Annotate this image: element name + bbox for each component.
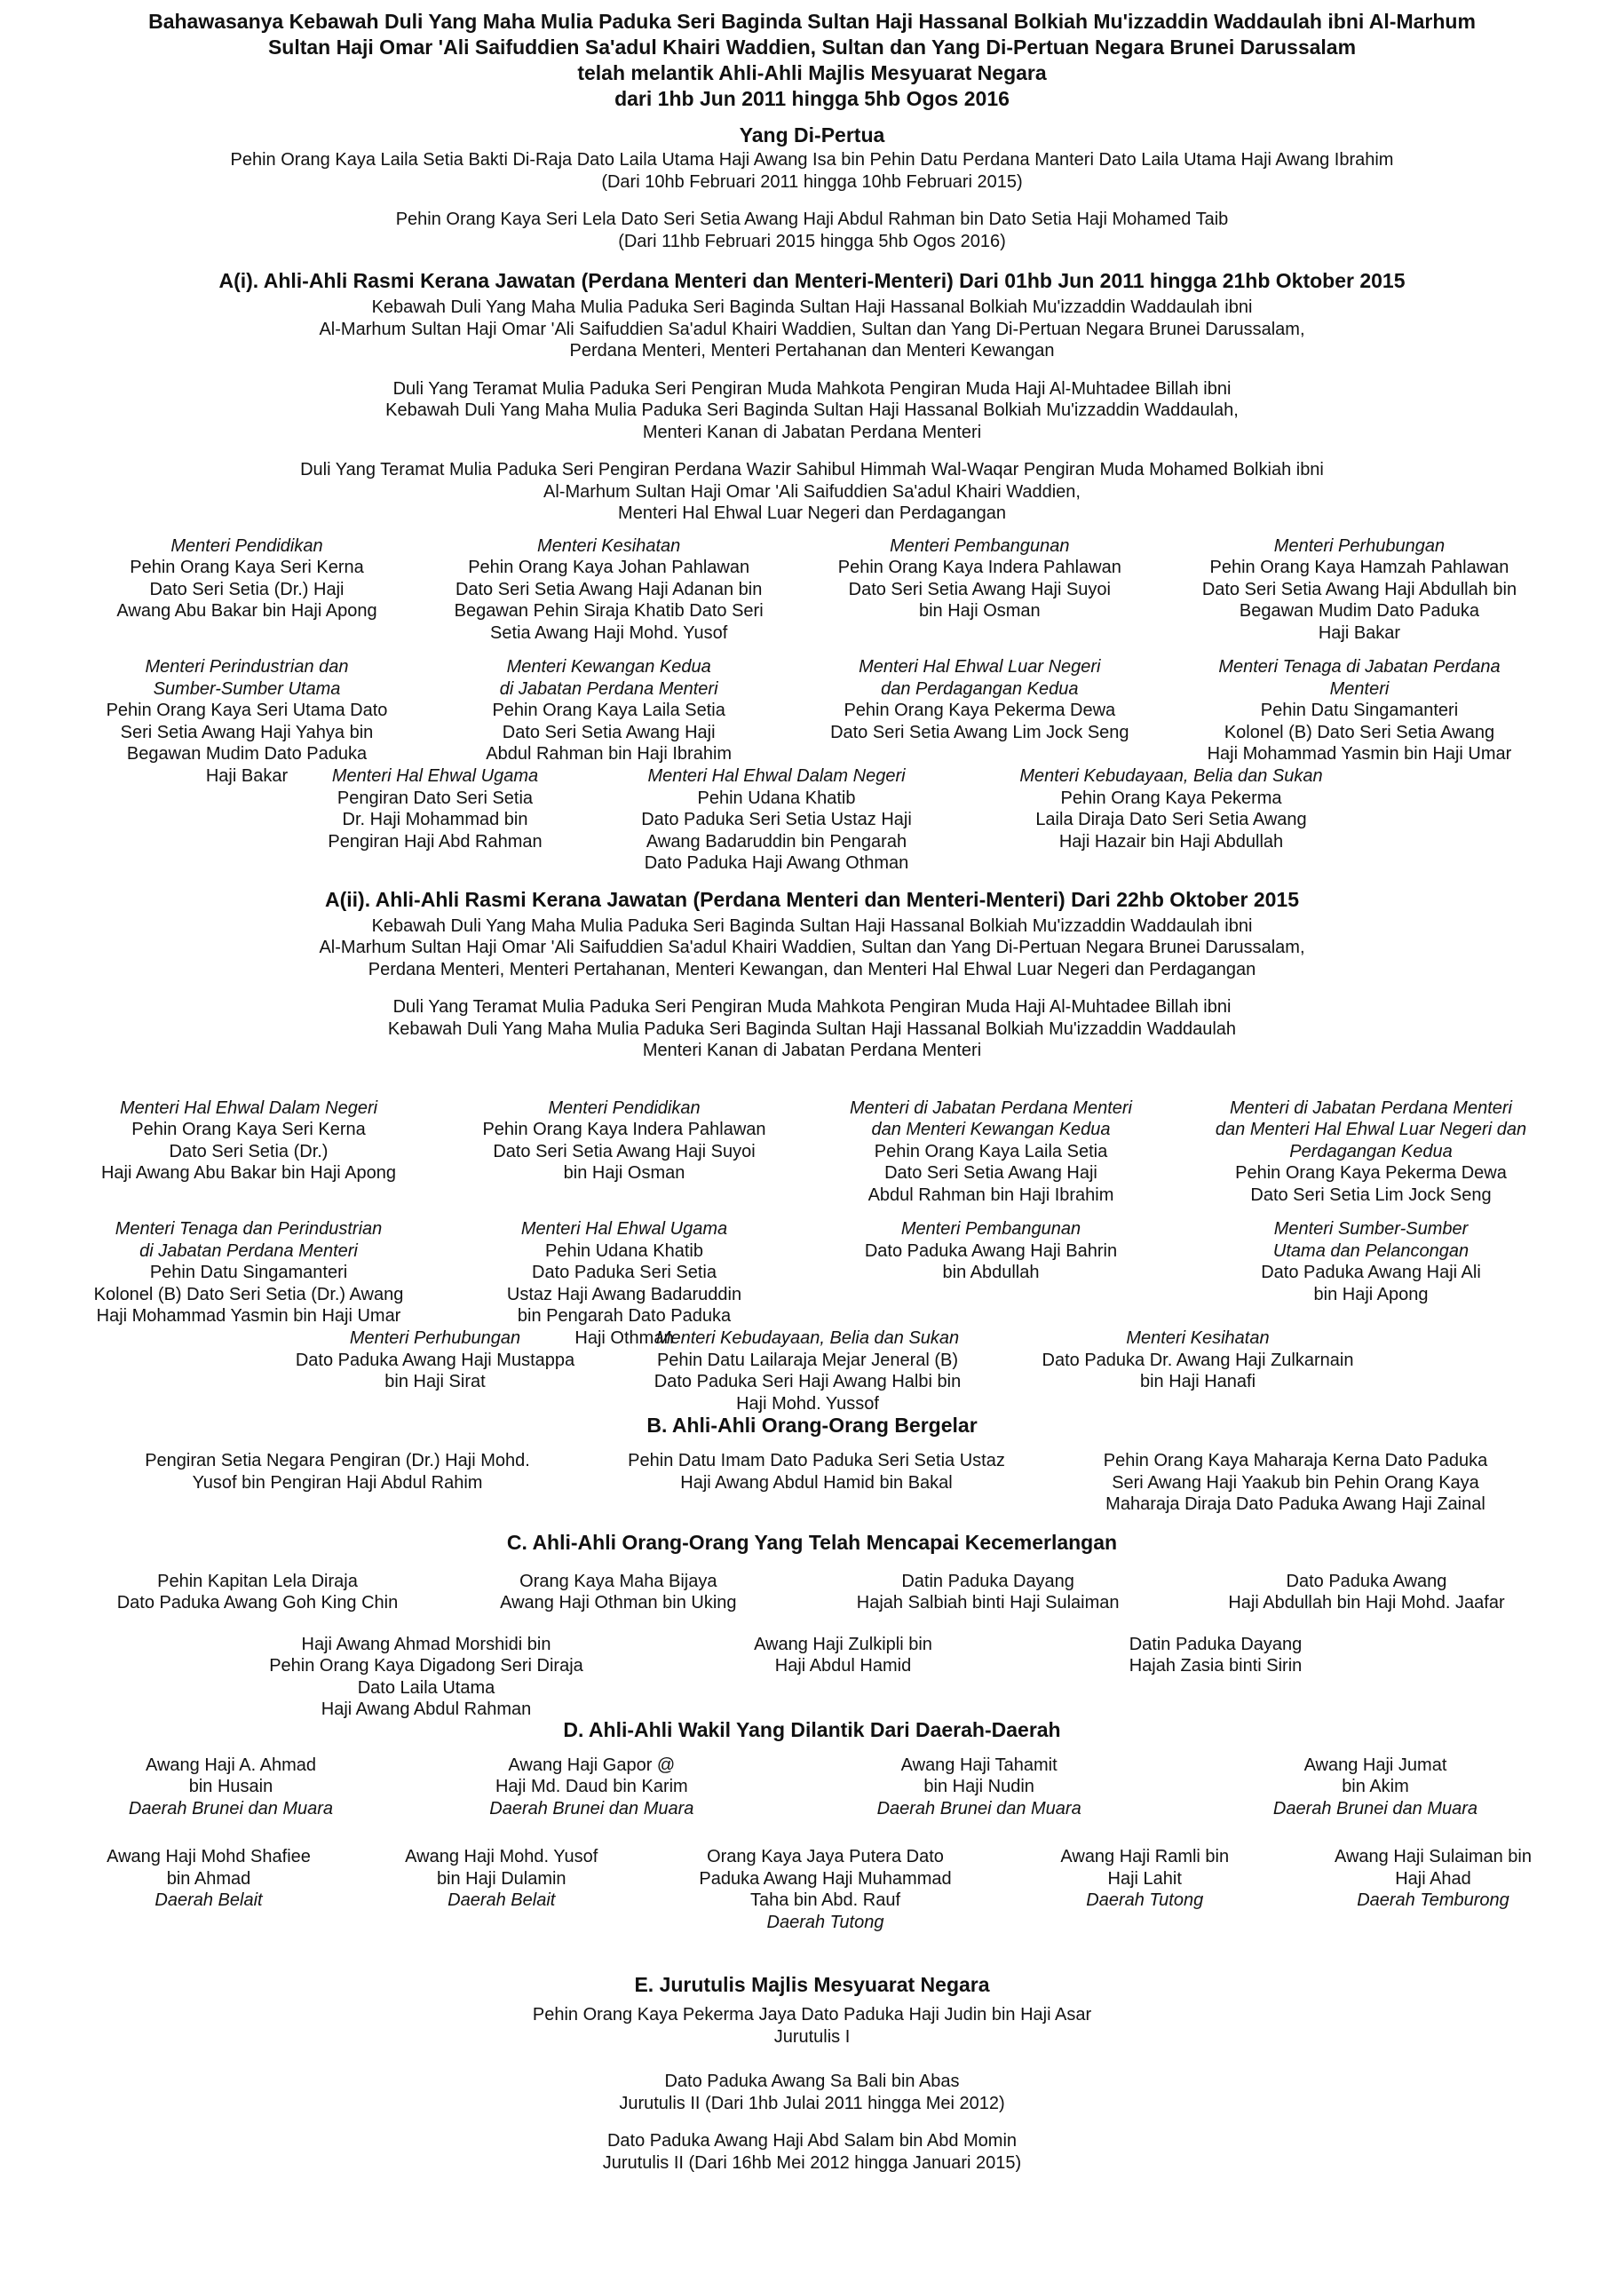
speaker-name: Pehin Orang Kaya Seri Lela Dato Seri Setia Awang Haji Abdul Rahman bin Dato Setia Haji Mohamed Taib — [395, 210, 1229, 229]
member-name: Pehin Orang Kaya Maharaja Kerna Dato Paduka — [1103, 1451, 1488, 1470]
minister-name: Dato Paduka Seri Setia — [532, 1263, 717, 1282]
member-name: Orang Kaya Jaya Putera Dato — [707, 1847, 944, 1866]
minister-name: bin Haji Sirat — [384, 1372, 486, 1391]
minister-role: Perdagangan Kedua — [1289, 1141, 1453, 1161]
member-district: Daerah Brunei dan Muara — [1272, 1798, 1478, 1818]
minister-name: Dato Paduka Awang Haji Mustappa — [295, 1350, 575, 1370]
minister-name: Dato Seri Setia (Dr.) Haji — [149, 579, 345, 599]
minister-name: Haji Bakar — [1318, 622, 1401, 643]
member-district: Daerah Brunei dan Muara — [876, 1798, 1081, 1818]
minister-name: bin Haji Osman — [918, 601, 1041, 621]
minister-role: Menteri Kebudayaan, Belia dan Sukan — [655, 1328, 960, 1348]
minister-name: Abdul Rahman bin Haji Ibrahim — [867, 1185, 1114, 1205]
d-member-row — [0, 1755, 1624, 1820]
document-title — [0, 9, 1624, 112]
minister-name: Dato Seri Setia Awang Haji Abdullah bin — [1201, 579, 1517, 599]
minister-name: Dato Seri Setia (Dr.) — [169, 1141, 329, 1161]
text-line: Kebawah Duli Yang Maha Mulia Paduka Seri Baginda Sultan Haji Hassanal Bolkiah Mu'izzaddin Waddaulah, — [385, 400, 1239, 420]
minister-entry — [1180, 1097, 1562, 1207]
member-entry — [811, 1571, 1166, 1614]
c-member-row — [0, 1634, 1624, 1721]
minister-entry — [985, 765, 1358, 875]
member-entry — [80, 1846, 337, 1933]
member-name: Dato Paduka Awang Goh King Chin — [116, 1593, 399, 1612]
section-c-heading: C. Ahli-Ahli Orang-Orang Yang Telah Mencapai Kecemerlangan — [506, 1530, 1118, 1554]
member-entry — [710, 1634, 977, 1721]
minister-entry — [62, 1097, 435, 1207]
minister-name: Haji Mohammad Yasmin bin Haji Umar — [1207, 744, 1512, 764]
speaker-name: Pehin Orang Kaya Laila Setia Bakti Di-Raja Dato Laila Utama Haji Awang Isa bin Pehin Datu Perdana Manteri Dato Laila Utama Haji Awang Ibrahim — [230, 150, 1394, 170]
minister-role: Menteri Hal Ehwal Ugama — [520, 1219, 728, 1239]
minister-name: Pehin Orang Kaya Hamzah Pahlawan — [1209, 558, 1509, 577]
minister-name: bin Haji Hanafi — [1139, 1372, 1256, 1391]
member-entry — [1082, 1634, 1349, 1721]
member-name: bin Akim — [1342, 1777, 1409, 1796]
member-name: Awang Haji Othman bin Uking — [500, 1593, 737, 1612]
minister-name: Laila Diraja Dato Seri Setia Awang — [1035, 810, 1307, 829]
clerk-name: Pehin Orang Kaya Pekerma Jaya Dato Paduka Haji Judin bin Haji Asar — [532, 2005, 1092, 2024]
minister-role: Menteri Tenaga dan Perindustrian — [115, 1219, 383, 1239]
minister-name: Haji Mohammad Yasmin bin Haji Umar — [96, 1306, 401, 1326]
clerk-title: Jurutulis II (Dari 1hb Julai 2011 hingga Mei 2012) — [619, 2093, 1005, 2113]
member-name: Haji Awang Abdul Rahman — [321, 1700, 532, 1719]
title-line: Bahawasanya Kebawah Duli Yang Maha Mulia Paduka Seri Baginda Sultan Haji Hassanal Bolkiah Mu'izzaddin Waddaulah ibni Al-Marhum — [148, 10, 1476, 33]
minister-role: Menteri Perhubungan — [349, 1328, 521, 1348]
minister-name: Pehin Orang Kaya Laila Setia — [492, 701, 725, 720]
member-name: Yusof bin Pengiran Haji Abdul Rahim — [192, 1472, 483, 1493]
minister-name: Pehin Orang Kaya Seri Kerna — [131, 1120, 366, 1139]
member-name: Awang Haji Ramli bin — [1060, 1847, 1230, 1866]
member-name: Haji Awang Abdul Hamid bin Bakal — [680, 1472, 953, 1493]
member-entry — [666, 1846, 986, 1933]
minister-role: Menteri Kewangan Kedua — [506, 657, 711, 677]
text-line: Perdana Menteri, Menteri Pertahanan dan Menteri Kewangan — [569, 341, 1055, 361]
minister-name: Awang Badaruddin bin Pengarah — [646, 831, 907, 852]
text-line: Kebawah Duli Yang Maha Mulia Paduka Seri Baginda Sultan Haji Hassanal Bolkiah Mu'izzaddin Waddaulah ibni — [371, 915, 1253, 936]
member-entry — [1189, 1571, 1544, 1614]
minister-role: Menteri — [1329, 678, 1390, 699]
clerk-title: Jurutulis I — [773, 2026, 851, 2047]
minister-role: Menteri Kebudayaan, Belia dan Sukan — [1019, 766, 1323, 786]
minister-name: Pehin Orang Kaya Pekerma Dewa — [1235, 1163, 1507, 1183]
minister-role: dan Menteri Hal Ehwal Luar Negeri dan — [1215, 1120, 1527, 1139]
minister-name: bin Haji Apong — [1313, 1284, 1429, 1304]
minister-name: Dato Paduka Seri Haji Awang Halbi bin — [654, 1372, 962, 1391]
minister-role: dan Perdagangan Kedua — [881, 678, 1079, 699]
minister-role: Menteri Perhubungan — [1273, 535, 1446, 556]
text-line: Al-Marhum Sultan Haji Omar 'Ali Saifuddien Sa'adul Khairi Waddien, — [543, 481, 1081, 502]
minister-name: Kolonel (B) Dato Seri Setia Awang — [1224, 722, 1495, 742]
member-district: Daerah Brunei dan Muara — [489, 1798, 694, 1818]
text-line: Kebawah Duli Yang Maha Mulia Paduka Seri Baginda Sultan Haji Hassanal Bolkiah Mu'izzaddin Waddaulah ibni — [371, 297, 1253, 317]
text-line: Kebawah Duli Yang Maha Mulia Paduka Seri Baginda Sultan Haji Hassanal Bolkiah Mu'izzaddin Waddaulah — [387, 1018, 1237, 1039]
minister-role: di Jabatan Perdana Menteri — [499, 678, 718, 699]
member-district: Daerah Temburong — [1357, 1890, 1509, 1910]
minister-name: Haji Bakar — [205, 765, 289, 786]
member-name: Paduka Awang Haji Muhammad — [699, 1868, 952, 1889]
minister-name: Dato Paduka Awang Haji Bahrin — [864, 1240, 1118, 1261]
minister-entry — [813, 1097, 1168, 1207]
minister-name: Dato Paduka Awang Haji Ali — [1261, 1263, 1481, 1282]
member-name: Datin Paduka Dayang — [1129, 1634, 1303, 1654]
text-line: Menteri Hal Ehwal Luar Negeri dan Perdagangan — [618, 503, 1006, 523]
member-entry — [115, 1450, 559, 1516]
member-name: Haji Ahad — [1395, 1868, 1471, 1889]
minister-name: Pehin Orang Kaya Johan Pahlawan — [468, 558, 750, 577]
minister-name: Dato Seri Setia Awang Haji — [884, 1163, 1097, 1183]
minister-name: Awang Abu Bakar bin Haji Apong — [116, 601, 377, 621]
member-name: Awang Haji A. Ahmad — [146, 1755, 316, 1775]
minister-role: Menteri Kesihatan — [537, 535, 681, 556]
member-name: Orang Kaya Maha Bijaya — [519, 1571, 717, 1591]
member-name: Haji Abdullah bin Haji Mohd. Jaafar — [1228, 1593, 1505, 1612]
minister-name: Haji Mohd. Yussof — [736, 1393, 879, 1414]
minister-role: Menteri di Jabatan Perdana Menteri — [850, 1097, 1132, 1118]
minister-name: Dato Seri Setia Awang Haji — [502, 722, 716, 742]
member-name: Pehin Kapitan Lela Diraja — [157, 1571, 358, 1591]
text-line: Perdana Menteri, Menteri Pertahanan, Menteri Kewangan, dan Menteri Hal Ehwal Luar Negeri dan Perdagangan — [368, 959, 1256, 979]
member-name: Haji Lahit — [1107, 1868, 1182, 1889]
minister-role: Menteri Hal Ehwal Dalam Negeri — [647, 766, 906, 786]
minister-entry — [802, 535, 1157, 645]
text-line: Duli Yang Teramat Mulia Paduka Seri Pengiran Muda Mahkota Pengiran Muda Haji Al-Muhtadee Billah ibni — [392, 378, 1232, 399]
minister-role: Menteri Pembangunan — [890, 535, 1070, 556]
member-name: bin Haji Dulamin — [436, 1868, 566, 1889]
member-entry — [1216, 1755, 1535, 1820]
section-d-heading: D. Ahli-Ahli Wakil Yang Dilantik Dari Daerah-Daerah — [563, 1717, 1061, 1741]
minister-name: Pehin Orang Kaya Pekerma Dewa — [844, 701, 1116, 720]
minister-name: Pehin Datu Lailaraja Mejar Jeneral (B) — [656, 1350, 959, 1370]
member-name: Datin Paduka Dayang — [901, 1571, 1074, 1591]
minister-name: bin Pengarah Dato Paduka — [517, 1306, 732, 1326]
member-name: Awang Haji Zulkipli bin — [754, 1634, 932, 1654]
minister-name: Begawan Pehin Siraja Khatib Dato Seri — [454, 601, 764, 621]
minister-name: Kolonel (B) Dato Seri Setia (Dr.) Awang — [93, 1284, 404, 1304]
minister-name: Pehin Orang Kaya Seri Utama Dato — [106, 701, 388, 720]
member-name: Taha bin Abd. Rauf — [749, 1890, 900, 1910]
minister-name: Pehin Orang Kaya Pekerma — [1060, 788, 1282, 808]
member-entry — [1073, 1450, 1517, 1516]
section-a2-heading: A(ii). Ahli-Ahli Rasmi Kerana Jawatan (Perdana Menteri dan Menteri-Menteri) Dari 22hb Oktober 2015 — [324, 887, 1300, 911]
minister-name: Haji Othman — [574, 1327, 674, 1348]
minister-role: Menteri Sumber-Sumber — [1273, 1219, 1469, 1239]
minister-role: Menteri Pembangunan — [900, 1219, 1081, 1239]
minister-name: Dato Seri Setia Lim Jock Seng — [1250, 1185, 1492, 1205]
minister-name: Setia Awang Haji Mohd. Yusof — [490, 622, 728, 643]
minister-name: Haji Awang Abu Bakar bin Haji Apong — [100, 1163, 397, 1183]
member-district: Daerah Belait — [448, 1890, 556, 1910]
speaker-heading: Yang Di-Pertua — [739, 123, 885, 147]
minister-name: Dato Paduka Dr. Awang Haji Zulkarnain — [1042, 1350, 1354, 1370]
minister-role: dan Menteri Kewangan Kedua — [871, 1120, 1111, 1139]
a1-paragraph — [0, 297, 1624, 362]
a1-paragraph — [0, 459, 1624, 525]
member-district: Daerah Tutong — [766, 1912, 884, 1932]
minister-name: Dato Paduka Seri Setia Ustaz Haji — [641, 810, 912, 829]
minister-name: Pehin Orang Kaya Indera Pahlawan — [837, 558, 1121, 577]
clerk-entry — [0, 2130, 1624, 2174]
member-entry — [98, 1755, 364, 1820]
minister-name: bin Abdullah — [942, 1263, 1040, 1282]
text-line: Menteri Kanan di Jabatan Perdana Menteri — [642, 422, 982, 442]
a2-paragraph — [0, 996, 1624, 1062]
minister-role: Menteri Pendidikan — [170, 535, 323, 556]
minister-role: Utama dan Pelancongan — [1272, 1240, 1470, 1261]
minister-name: Seri Setia Awang Haji Yahya bin — [120, 722, 374, 742]
minister-role: Menteri Hal Ehwal Ugama — [331, 766, 539, 786]
member-district: Daerah Brunei dan Muara — [128, 1798, 334, 1818]
document-page — [0, 9, 1624, 2282]
minister-role: Menteri Pendidikan — [548, 1097, 701, 1118]
member-name: Awang Haji Mohd. Yusof — [405, 1847, 598, 1866]
member-name: Pehin Orang Kaya Digadong Seri Diraja — [269, 1656, 583, 1676]
minister-entry — [1011, 1327, 1384, 1414]
minister-name: Pehin Orang Kaya Indera Pahlawan — [482, 1120, 766, 1139]
minister-name: Pehin Udana Khatib — [697, 788, 856, 808]
minister-role: Menteri Perindustrian dan — [145, 657, 349, 677]
minister-entry — [599, 765, 955, 875]
minister-name: Dato Seri Setia Awang Lim Jock Seng — [830, 722, 1129, 742]
minister-entry — [78, 535, 416, 645]
member-entry — [249, 1634, 604, 1721]
text-line: Al-Marhum Sultan Haji Omar 'Ali Saifuddien Sa'adul Khairi Waddien, Sultan dan Yang Di-Pertuan Negara Brunei Darussalam, — [319, 319, 1305, 339]
minister-name: Pehin Orang Kaya Laila Setia — [874, 1141, 1108, 1161]
section-b-heading: B. Ahli-Ahli Orang-Orang Bergelar — [646, 1414, 978, 1437]
text-line: Al-Marhum Sultan Haji Omar 'Ali Saifuddien Sa'adul Khairi Waddien, Sultan dan Yang Di-Pertuan Negara Brunei Darussalam, — [319, 938, 1305, 957]
minister-entry — [447, 1097, 802, 1207]
member-name: bin Haji Nudin — [923, 1777, 1034, 1796]
title-line: Sultan Haji Omar 'Ali Saifuddien Sa'adul Khairi Waddien, Sultan dan Yang Di-Pertuan Negara Brunei Darussalam — [267, 36, 1357, 59]
minister-role: di Jabatan Perdana Menteri — [139, 1240, 358, 1261]
member-name: Pehin Datu Imam Dato Paduka Seri Setia Ustaz — [628, 1451, 1005, 1470]
minister-role: Menteri Hal Ehwal Dalam Negeri — [119, 1097, 378, 1118]
minister-name: Ustaz Haji Awang Badaruddin — [506, 1284, 742, 1304]
minister-name: Dato Paduka Haji Awang Othman — [644, 853, 909, 873]
minister-role: Menteri Tenaga di Jabatan Perdana — [1218, 657, 1501, 677]
minister-name: Begawan Mudim Dato Paduka — [126, 744, 368, 764]
clerk-name: Dato Paduka Awang Haji Abd Salam bin Abd Momin — [606, 2131, 1018, 2151]
clerk-entry — [0, 2071, 1624, 2114]
member-entry — [1029, 1846, 1260, 1933]
minister-entry — [302, 765, 568, 875]
member-name: Hajah Salbiah binti Haji Sulaiman — [856, 1593, 1120, 1612]
minister-name: Dato Seri Setia Awang Haji Suyoi — [848, 579, 1111, 599]
member-name: Maharaja Diraja Dato Paduka Awang Haji Zainal — [1105, 1494, 1485, 1514]
member-name: Awang Haji Mohd Shafiee — [107, 1847, 311, 1866]
minister-role: Menteri di Jabatan Perdana Menteri — [1230, 1097, 1512, 1118]
a1-paragraph — [0, 378, 1624, 444]
title-line: dari 1hb Jun 2011 hingga 5hb Ogos 2016 — [614, 87, 1010, 110]
member-name: Pengiran Setia Negara Pengiran (Dr.) Haji Mohd. — [145, 1451, 530, 1470]
member-name: Seri Awang Haji Yaakub bin Pehin Orang Kaya — [1112, 1472, 1479, 1493]
text-line: Duli Yang Teramat Mulia Paduka Seri Pengiran Perdana Wazir Sahibul Himmah Wal-Waqar Pengiran Muda Mohamed Bolkiah ibni — [300, 460, 1324, 479]
speaker-entry — [0, 209, 1624, 252]
minister-name: Pengiran Haji Abd Rahman — [328, 831, 543, 852]
minister-name: Dr. Haji Mohammad bin — [342, 810, 528, 829]
speaker-entry — [0, 149, 1624, 193]
member-name: Dato Paduka Awang — [1286, 1571, 1447, 1591]
minister-name: Dato Seri Setia Awang Haji Suyoi — [493, 1141, 756, 1161]
minister-name: Pehin Datu Singamanteri — [1260, 701, 1459, 720]
member-entry — [449, 1571, 787, 1614]
minister-entry — [622, 1327, 994, 1414]
speaker-term: (Dari 11hb Februari 2015 hingga 5hb Ogos 2016) — [618, 231, 1006, 251]
clerk-name: Dato Paduka Awang Sa Bali bin Abas — [664, 2072, 960, 2091]
section-e-heading: E. Jurutulis Majlis Mesyuarat Negara — [634, 1973, 990, 1996]
section-a1-heading: A(i). Ahli-Ahli Rasmi Kerana Jawatan (Perdana Menteri dan Menteri-Menteri) Dari 01hb Jun 2011 hingga 21hb Oktober 2015 — [218, 269, 1406, 292]
member-name: Awang Haji Sulaiman bin — [1335, 1847, 1532, 1866]
member-name: bin Ahmad — [166, 1868, 251, 1889]
c-member-row — [0, 1571, 1624, 1614]
minister-name: Haji Hazair bin Haji Abdullah — [1058, 831, 1284, 852]
minister-name: Pehin Udana Khatib — [545, 1240, 703, 1261]
minister-name: Abdul Rahman bin Haji Ibrahim — [486, 744, 733, 764]
a2-minister-row — [0, 1097, 1624, 1207]
a1-minister-row — [0, 535, 1624, 645]
member-name: Awang Haji Jumat — [1303, 1755, 1447, 1775]
minister-name: Pengiran Dato Seri Setia — [337, 788, 534, 808]
member-name: bin Husain — [188, 1777, 273, 1796]
minister-entry — [432, 535, 787, 645]
title-line: telah melantik Ahli-Ahli Majlis Mesyuarat Negara — [577, 61, 1047, 84]
clerk-entry — [0, 2004, 1624, 2048]
member-entry — [89, 1571, 426, 1614]
member-name: Haji Awang Ahmad Morshidi bin — [301, 1634, 551, 1654]
minister-name: bin Haji Osman — [563, 1163, 685, 1183]
member-name: Dato Laila Utama — [357, 1677, 495, 1698]
text-line: Duli Yang Teramat Mulia Paduka Seri Pengiran Muda Mahkota Pengiran Muda Haji Al-Muhtadee Billah ibni — [392, 997, 1232, 1017]
member-district: Daerah Tutong — [1086, 1890, 1204, 1910]
member-name: Haji Md. Daud bin Karim — [495, 1777, 688, 1796]
member-entry — [1304, 1846, 1562, 1933]
minister-name: Pehin Datu Singamanteri — [149, 1263, 348, 1282]
minister-entry — [1173, 535, 1546, 645]
b-member-row — [0, 1450, 1624, 1516]
minister-entry — [266, 1327, 604, 1414]
minister-role: Menteri Kesihatan — [1126, 1328, 1270, 1348]
d-member-row — [0, 1846, 1624, 1933]
member-name: Awang Haji Gapor @ — [508, 1755, 676, 1775]
minister-role: Menteri Hal Ehwal Luar Negeri — [859, 657, 1101, 677]
member-entry — [382, 1846, 622, 1933]
member-name: Awang Haji Tahamit — [900, 1755, 1058, 1775]
speaker-term: (Dari 10hb Februari 2011 hingga 10hb Februari 2015) — [601, 171, 1023, 192]
member-entry — [820, 1755, 1139, 1820]
minister-name: Begawan Mudim Dato Paduka — [1239, 601, 1480, 621]
minister-role: Sumber-Sumber Utama — [153, 678, 341, 699]
member-district: Daerah Belait — [154, 1890, 263, 1910]
minister-name: Dato Seri Setia Awang Haji Adanan bin — [455, 579, 763, 599]
clerk-title: Jurutulis II (Dari 16hb Mei 2012 hingga Januari 2015) — [602, 2152, 1022, 2173]
member-entry — [440, 1755, 742, 1820]
text-line: Menteri Kanan di Jabatan Perdana Menteri — [642, 1041, 982, 1060]
member-entry — [599, 1450, 1034, 1516]
member-name: Hajah Zasia binti Sirin — [1129, 1656, 1303, 1676]
minister-name: Pehin Orang Kaya Seri Kerna — [130, 558, 364, 577]
a2-paragraph — [0, 915, 1624, 981]
member-name: Haji Abdul Hamid — [774, 1656, 912, 1676]
